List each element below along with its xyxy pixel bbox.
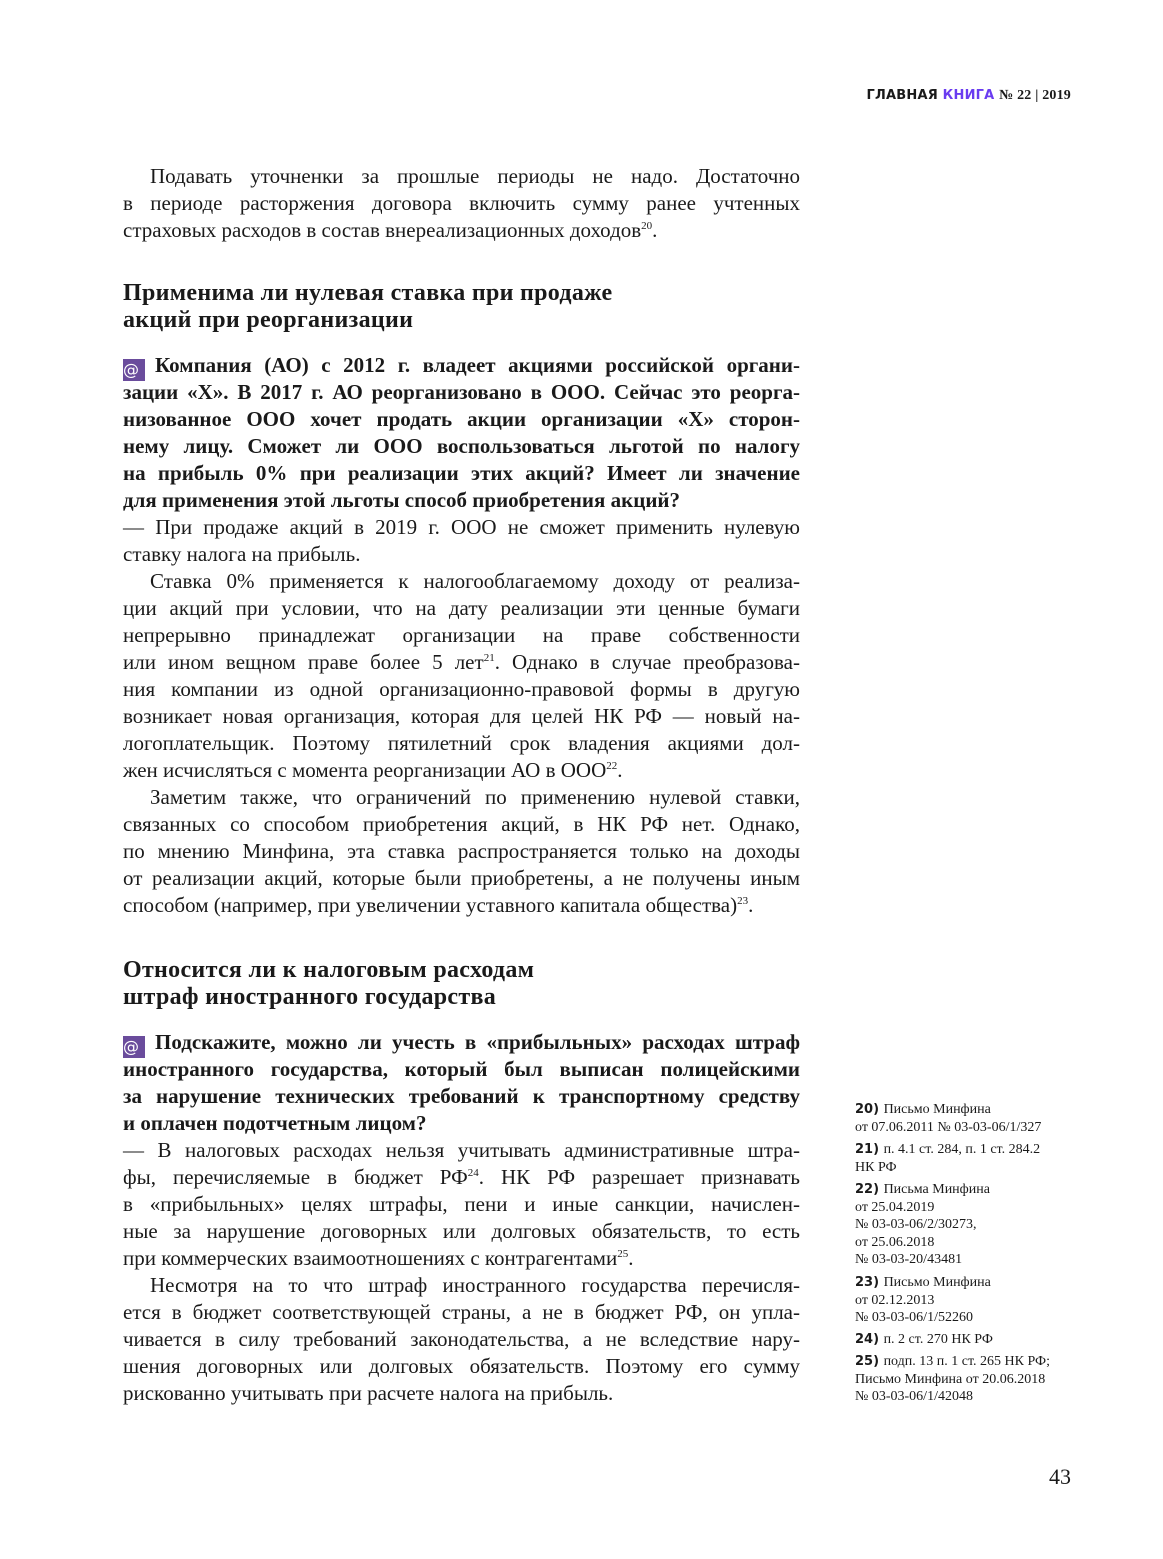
text-line: ции акций при условии, что на дату реализации эти ценные бумаги [123,596,800,620]
section1-heading: Применима ли нулевая ставка при продаже акций при реорганизации [123,280,613,333]
page-number: 43 [1049,1464,1071,1489]
text-line: или ином вещном праве более 5 лет$^{21}$. Однако в случае преобразова- [123,650,800,674]
text-line: Заметим также, что ограничений по применению нулевой ставки, [150,785,800,809]
footnote-line: Письмо Минфина от 20.06.2018 [855,1371,1046,1387]
footnote-line: НК РФ [855,1159,897,1175]
text-line: ставку налога на прибыль. [123,542,361,566]
text-line: Ставка 0% применяется к налогооблагаемому доходу от реализа- [150,569,800,593]
text-line: чивается в силу требований законодательства, а не вследствие нару- [123,1327,800,1351]
footnote-number: 25) [855,1354,884,1369]
footnote-ref: 21 [483,652,495,664]
text-line: при коммерческих взаимоотношениях с контрагентами$^{25}$. [123,1246,634,1270]
text-line: в периоде расторжения договора включить сумму ранее учтенных [123,191,800,215]
footnote [855,1141,1075,1176]
footnote-number: 23) [855,1275,884,1290]
section2-heading: Относится ли к налоговым расходам штраф иностранного государства [123,957,535,1010]
footnote-line: 21) п. 4.1 ст. 284, п. 1 ст. 284.2 [855,1142,1041,1157]
text-line: шения договорных или долговых обязательств. Поэтому его сумму [123,1354,800,1378]
section2-body [123,1029,800,1407]
footnote-line: от 02.12.2013 [855,1292,935,1308]
header-title-b: КНИГА [942,88,995,103]
text-line: по мнению Минфина, эта ставка распространяется только на доходы [123,839,800,863]
section1-body [123,352,800,919]
footnote-ref: 24 [467,1167,479,1179]
question-line: и оплачен подотчетным лицом? [123,1111,427,1135]
footnote-line: от 07.06.2011 № 03-03-06/1/327 [855,1119,1042,1135]
footnote-ref: 22 [606,760,618,772]
footnote-line: 20) Письмо Минфина [855,1102,991,1117]
text-line: Несмотря на то что штраф иностранного государства перечисля- [150,1273,800,1297]
question-line: для применения этой льготы способ приобретения акций? [123,488,681,512]
text-line: — В налоговых расходах нельзя учитывать административные штра- [123,1138,800,1162]
footnote [855,1331,1075,1349]
text-line: в «прибыльных» целях штрафы, пени и иные санкции, начислен- [123,1192,800,1216]
at-sign-icon: @ [123,359,145,381]
footnote-line: № 03-03-06/2/30273, [855,1217,977,1233]
text-line: жен исчисляться с момента реорганизации АО в ООО$^{22}$. [123,758,623,782]
text-line: Подавать уточненки за прошлые периоды не надо. Достаточно [150,164,800,188]
footnote-number: 21) [855,1142,884,1157]
text-line: способом (например, при увеличении уставного капитала общества)$^{23}$. [123,893,754,917]
footnote [855,1101,1075,1136]
question-line: нему лицу. Сможет ли ООО воспользоваться льготой по налогу [123,434,800,458]
footnote [855,1181,1075,1269]
question-line: зации «Х». В 2017 г. АО реорганизовано в ООО. Сейчас это реорга- [123,380,800,404]
footnote-line: 25) подп. 13 п. 1 ст. 265 НК РФ; [855,1354,1050,1369]
at-sign-icon: @ [123,1036,145,1058]
header-issue: № 22 | 2019 [999,88,1071,103]
intro-text [123,163,800,244]
footnote-ref: 25 [617,1248,629,1260]
question-line: иностранного государства, который был выписан полицейскими [123,1057,800,1081]
footnote [855,1353,1075,1406]
question-line: @ Подскажите, можно ли учесть в «прибыльных» расходах штраф [123,1030,800,1056]
footnote-line: 23) Письмо Минфина [855,1275,991,1290]
text-line: ния компании из одной организационно-правовой формы в другую [123,677,800,701]
text-line: ные за нарушение договорных или долговых обязательств, то есть [123,1219,800,1243]
question-line: на прибыль 0% при реализации этих акций? Имеет ли значение [123,461,800,485]
text-line: связанных со способом приобретения акций, в НК РФ нет. Однако, [123,812,800,836]
footnote-line: № 03-03-06/1/42048 [855,1389,973,1405]
question-line: низованное ООО хочет продать акции организации «Х» сторон- [123,407,800,431]
text-line: страховых расходов в состав внереализационных доходов$^{20}$. [123,218,658,242]
footnote [855,1274,1075,1327]
running-header [867,88,1071,104]
footnote-line: от 25.06.2018 [855,1234,935,1250]
question-line: @ Компания (АО) с 2012 г. владеет акциями российской органи- [123,353,800,379]
footnote-number: 24) [855,1332,884,1347]
footnote-line: 24) п. 2 ст. 270 НК РФ [855,1332,993,1347]
footnote-line: № 03-03-20/43481 [855,1252,963,1268]
text-line: — При продаже акций в 2019 г. ООО не сможет применить нулевую [123,515,800,539]
footnote-line: 22) Письма Минфина [855,1182,990,1197]
text-line: возникает новая организация, которая для целей НК РФ — новый на- [123,704,800,728]
text-line: непрерывно принадлежат организации на праве собственности [123,623,800,647]
footnote-line: № 03-03-06/1/52260 [855,1310,973,1326]
text-line: логоплательщик. Поэтому пятилетний срок владения акциями дол- [123,731,800,755]
header-title-a: ГЛАВНАЯ [866,88,938,103]
footnote-ref: 23 [737,895,749,907]
text-line: от реализации акций, которые были приобретены, а не получены иным [123,866,800,890]
footnote-number: 22) [855,1182,884,1197]
text-line: рискованно учитывать при расчете налога на прибыль. [123,1381,614,1405]
footnote-line: от 25.04.2019 [855,1199,935,1215]
question-line: за нарушение технических требований к транспортному средству [123,1084,800,1108]
text-line: ется в бюджет соответствующей страны, а не в бюджет РФ, он упла- [123,1300,800,1324]
footnote-number: 20) [855,1102,884,1117]
text-line: фы, перечисляемые в бюджет РФ$^{24}$. НК РФ разрешает признавать [123,1165,800,1189]
footnote-ref: 20 [641,220,653,232]
